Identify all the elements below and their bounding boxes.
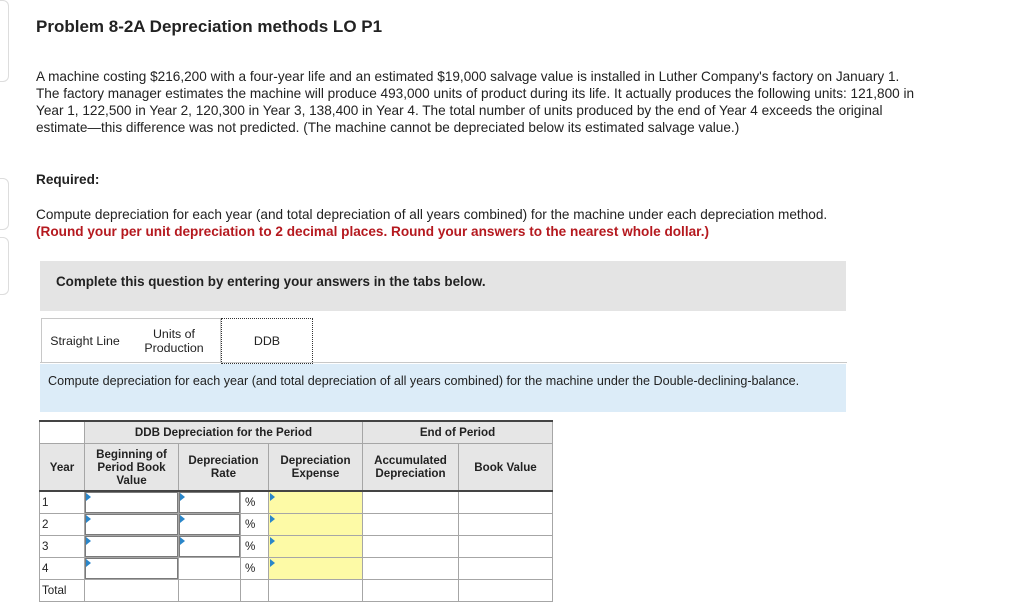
rounding-note: (Round your per unit depreciation to 2 decimal places. Round your answers to the nearest whole dollar.) [36, 224, 710, 239]
tab-ddb[interactable]: DDB [221, 318, 313, 364]
percent-sign: % [241, 491, 269, 514]
depreciation-expense-field[interactable] [269, 558, 362, 579]
beginning-book-value-input[interactable] [85, 536, 179, 558]
total-empty-cell [179, 580, 241, 602]
accumulated-depreciation-cell [363, 558, 459, 580]
col-book-value: Book Value [459, 444, 553, 492]
compute-text: Compute depreciation for each year (and total depreciation of all years combined) for the machine under each depreciation method. [36, 207, 828, 222]
side-panel-edge [0, 0, 9, 82]
beginning-book-value-field[interactable] [85, 514, 178, 535]
table-row [40, 558, 553, 580]
depreciation-expense-field[interactable] [269, 536, 362, 557]
beginning-book-value-input[interactable] [85, 558, 179, 580]
accumulated-depreciation-cell [363, 491, 459, 514]
question-text: Compute depreciation for each year (and total depreciation of all years combined) for the machine under the Double-declining-balance. [48, 374, 800, 388]
question-box [40, 364, 846, 412]
depreciation-rate-input[interactable] [179, 491, 241, 514]
table-row [40, 491, 553, 514]
depreciation-expense-input[interactable] [269, 491, 363, 514]
side-panel-edge [0, 178, 9, 230]
depreciation-rate-field[interactable] [179, 514, 240, 535]
col-depreciation-expense: Depreciation Expense [269, 444, 363, 492]
depreciation-expense-input[interactable] [269, 514, 363, 536]
book-value-cell [459, 514, 553, 536]
depreciation-expense-input[interactable] [269, 536, 363, 558]
col-accumulated-depreciation: Accumulated Depreciation [363, 444, 459, 492]
accumulated-depreciation-cell [363, 514, 459, 536]
total-empty-cell [459, 580, 553, 602]
percent-sign: % [241, 558, 269, 580]
problem-statement: A machine costing $216,200 with a four-year life and an estimated $19,000 salvage value is installed in Luther Company's factory on January 1. The factory manager estimates the machine will produce 493,000 units of product during its life. It actually produces the following units: 121,800 in Year 1, 122,500 in Year 2, 120,300 in Year 3, 138,400 in Year 4. The total number of units produced by the end of Year 4 exceeds the original estimate—this difference was not predicted. (The machine cannot be depreciated below its estimated salvage value.) [36, 69, 915, 135]
depreciation-rate-field[interactable] [179, 492, 240, 513]
beginning-book-value-field[interactable] [85, 492, 178, 513]
required-heading: Required: [36, 172, 100, 187]
depreciation-rate-field[interactable] [179, 536, 240, 557]
book-value-cell [459, 491, 553, 514]
total-empty-cell [363, 580, 459, 602]
accumulated-depreciation-cell [363, 536, 459, 558]
beginning-book-value-input[interactable] [85, 514, 179, 536]
header-end-of-period: End of Period [363, 421, 553, 444]
year-cell: 4 [40, 558, 85, 580]
total-empty-cell [85, 580, 179, 602]
book-value-cell [459, 558, 553, 580]
col-beginning-book-value: Beginning of Period Book Value [85, 444, 179, 492]
header-blank [40, 421, 85, 444]
depreciation-expense-field[interactable] [269, 492, 362, 513]
table-row-total [40, 580, 553, 602]
total-empty-cell [241, 580, 269, 602]
book-value-cell [459, 536, 553, 558]
compute-instructions [36, 206, 936, 240]
tab-divider [40, 362, 847, 363]
depreciation-rate-input[interactable] [179, 536, 241, 558]
depreciation-expense-input[interactable] [269, 558, 363, 580]
table-row [40, 514, 553, 536]
header-ddb-period: DDB Depreciation for the Period [85, 421, 363, 444]
beginning-book-value-input[interactable] [85, 491, 179, 514]
beginning-book-value-field[interactable] [85, 558, 178, 579]
tab-units-of-production[interactable]: Units of Production [128, 318, 221, 363]
total-expense-cell [269, 580, 363, 602]
percent-sign: % [241, 536, 269, 558]
depreciation-rate-cell [179, 558, 241, 580]
side-panel-edge [0, 237, 9, 295]
instruction-text: Complete this question by entering your answers in the tabs below. [56, 274, 486, 289]
col-depreciation-rate: Depreciation Rate [179, 444, 269, 492]
total-label: Total [40, 580, 85, 602]
tab-straight-line[interactable]: Straight Line [41, 318, 129, 363]
percent-sign: % [241, 514, 269, 536]
year-cell: 1 [40, 491, 85, 514]
year-cell: 3 [40, 536, 85, 558]
page-title: Problem 8-2A Depreciation methods LO P1 [36, 17, 383, 36]
beginning-book-value-field[interactable] [85, 536, 178, 557]
depreciation-rate-input[interactable] [179, 514, 241, 536]
ddb-table [39, 420, 553, 602]
depreciation-expense-field[interactable] [269, 514, 362, 535]
col-year: Year [40, 444, 85, 492]
instruction-box [40, 261, 846, 311]
year-cell: 2 [40, 514, 85, 536]
table-row [40, 536, 553, 558]
